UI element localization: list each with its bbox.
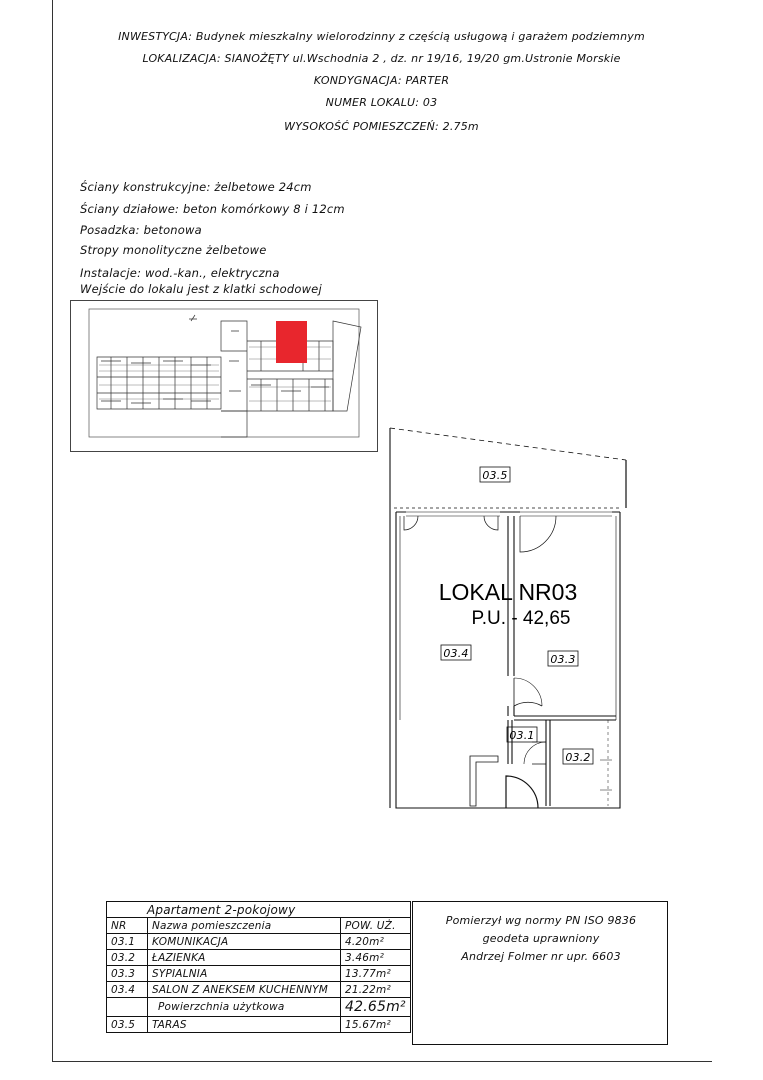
row-nr: 03.2 bbox=[107, 950, 148, 966]
unit-title: LOKAL NR03 bbox=[438, 579, 578, 605]
row-name: ŁAZIENKA bbox=[148, 950, 341, 966]
row-name: SALON Z ANEKSEM KUCHENNYM bbox=[148, 982, 341, 998]
row-area: 13.77m² bbox=[341, 966, 411, 982]
row-nr: 03.5 bbox=[107, 1017, 148, 1033]
row-name: SYPIALNIA bbox=[148, 966, 341, 982]
table-row bbox=[107, 1017, 411, 1033]
unit-area: P.U. - 42,65 bbox=[471, 608, 571, 629]
cert-name: Andrzej Folmer nr upr. 6603 bbox=[461, 950, 621, 963]
label-03-5: 03.5 bbox=[482, 469, 508, 482]
key-plan bbox=[70, 300, 378, 452]
surveyor-certification bbox=[412, 901, 668, 1045]
col-header-nr: NR bbox=[107, 918, 148, 934]
label-03-2: 03.2 bbox=[565, 751, 591, 764]
label-03-4: 03.4 bbox=[443, 647, 469, 660]
col-header-name: Nazwa pomieszczenia bbox=[148, 918, 341, 934]
cert-role: geodeta uprawniony bbox=[482, 932, 600, 945]
label-03-3: 03.3 bbox=[550, 653, 576, 666]
note-floor: Posadzka: betonowa bbox=[80, 223, 202, 237]
row-area: 4.20m² bbox=[341, 934, 411, 950]
row-nr: 03.4 bbox=[107, 982, 148, 998]
table-row bbox=[107, 950, 411, 966]
cert-norm: Pomierzył wg normy PN ISO 9836 bbox=[445, 914, 637, 927]
table-row bbox=[107, 982, 411, 998]
label-03-1: 03.1 bbox=[509, 729, 535, 742]
row-area: 21.22m² bbox=[341, 982, 411, 998]
table-row bbox=[107, 934, 411, 950]
note-walls-partition: Ściany działowe: beton komórkowy 8 i 12cm bbox=[80, 202, 345, 216]
row-name: KOMUNIKACJA bbox=[148, 934, 341, 950]
row-nr: 03.1 bbox=[107, 934, 148, 950]
total-row bbox=[107, 998, 411, 1017]
header-investment: INWESTYCJA: Budynek mieszkalny wielorodzinny z częścią usługową i garażem podziemnym bbox=[118, 30, 645, 43]
row-nr: 03.3 bbox=[107, 966, 148, 982]
frame-border-bottom bbox=[52, 1061, 712, 1062]
total-value: 42.65m² bbox=[341, 998, 411, 1017]
table-row bbox=[107, 966, 411, 982]
room-schedule-table bbox=[106, 901, 411, 1033]
note-walls-structural: Ściany konstrukcyjne: żelbetowe 24cm bbox=[80, 180, 312, 194]
header-unit-number: NUMER LOKALU: 03 bbox=[325, 96, 438, 109]
header-floor: KONDYGNACJA: PARTER bbox=[313, 74, 450, 87]
col-header-area: POW. UŻ. bbox=[341, 918, 411, 934]
frame-border-left bbox=[52, 0, 53, 1062]
note-entrance: Wejście do lokalu jest z klatki schodowej bbox=[80, 282, 322, 296]
table-title: Apartament 2-pokojowy bbox=[107, 902, 411, 918]
total-label: Powierzchnia użytkowa bbox=[148, 998, 341, 1017]
unit-highlight bbox=[276, 321, 307, 363]
note-installations: Instalacje: wod.-kan., elektryczna bbox=[80, 266, 280, 280]
row-area: 3.46m² bbox=[341, 950, 411, 966]
header-location: LOKALIZACJA: SIANOŻĘTY ul.Wschodnia 2 , dz. nr 19/16, 19/20 gm.Ustronie Morskie bbox=[142, 52, 621, 65]
header-room-height: WYSOKOŚĆ POMIESZCZEŃ: 2.75m bbox=[284, 120, 479, 133]
row-area: 15.67m² bbox=[341, 1017, 411, 1033]
note-ceilings: Stropy monolityczne żelbetowe bbox=[80, 243, 267, 257]
row-name: TARAS bbox=[148, 1017, 341, 1033]
key-plan-drawing bbox=[71, 301, 377, 451]
